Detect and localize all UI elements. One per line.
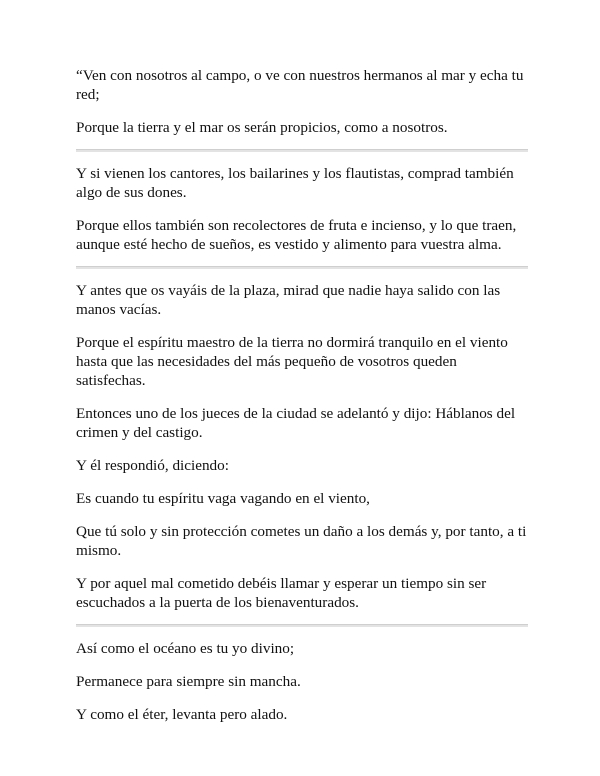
- paragraph: Y si vienen los cantores, los bailarines y los flautistas, comprad también algo de sus dones.: [76, 165, 514, 201]
- paragraph: Permanece para siempre sin mancha.: [76, 673, 301, 690]
- text-section: [76, 164, 528, 254]
- text-section: [76, 66, 528, 137]
- paragraph: Así como el océano es tu yo divino;: [76, 640, 295, 657]
- paragraph: Que tú solo y sin protección cometes un daño a los demás y, por tanto, a ti mismo.: [76, 523, 527, 559]
- paragraph: Y por aquel mal cometido debéis llamar y esperar un tiempo sin ser escuchados a la puerta de los bienaventurados.: [76, 575, 487, 611]
- paragraph: Y antes que os vayáis de la plaza, mirad que nadie haya salido con las manos vacías.: [76, 282, 501, 318]
- text-section: [76, 281, 528, 612]
- paragraph: “Ven con nosotros al campo, o ve con nuestros hermanos al mar y echa tu red;: [76, 67, 524, 103]
- paragraph: Es cuando tu espíritu vaga vagando en el viento,: [76, 490, 370, 507]
- paragraph: Porque el espíritu maestro de la tierra no dormirá tranquilo en el viento hasta que las necesidades del más pequeño de vosotros queden satisfechas.: [76, 334, 508, 389]
- paragraph: Entonces uno de los jueces de la ciudad se adelantó y dijo: Háblanos del crimen y del castigo.: [76, 405, 516, 441]
- document-body: [76, 66, 528, 724]
- text-section: [76, 639, 528, 724]
- paragraph: Porque la tierra y el mar os serán propicios, como a nosotros.: [76, 119, 448, 136]
- paragraph: Y él respondió, diciendo:: [76, 457, 229, 474]
- section-divider: [76, 266, 528, 269]
- paragraph: Porque ellos también son recolectores de fruta e incienso, y lo que traen, aunque esté hecho de sueños, es vestido y alimento para vuestra alma.: [76, 217, 517, 253]
- paragraph: Y como el éter, levanta pero alado.: [76, 706, 288, 723]
- section-divider: [76, 624, 528, 627]
- section-divider: [76, 149, 528, 152]
